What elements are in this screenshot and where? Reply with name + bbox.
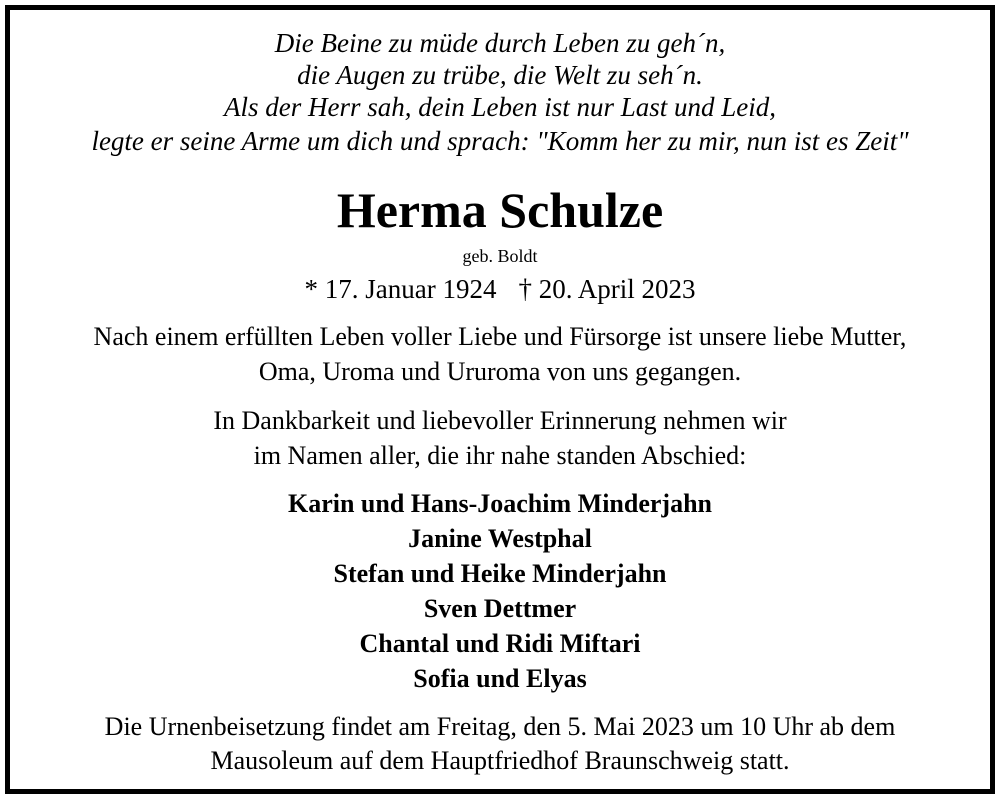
birth-date: * 17. Januar 1924 bbox=[304, 274, 497, 304]
birth-name: geb. Boldt bbox=[462, 246, 538, 266]
farewell-line-1: In Dankbarkeit und liebevoller Erinnerung nehmen wir bbox=[213, 406, 787, 435]
mourner-name: Karin und Hans-Joachim Minderjahn bbox=[287, 489, 712, 518]
poem-line-2: die Augen zu trübe, die Welt zu seh´n. bbox=[297, 60, 703, 90]
farewell-line-2: im Namen aller, die ihr nahe standen Abschied: bbox=[253, 441, 747, 470]
death-date: † 20. April 2023 bbox=[518, 274, 696, 304]
mourner-name: Sven Dettmer bbox=[423, 594, 577, 623]
ceremony-line-2: Mausoleum auf dem Hauptfriedhof Braunschweig statt. bbox=[210, 746, 790, 775]
mourner-name: Janine Westphal bbox=[408, 524, 592, 553]
poem-line-1: Die Beine zu müde durch Leben zu geh´n, bbox=[274, 28, 726, 58]
message-line-2: Oma, Uroma und Ururoma von uns gegangen. bbox=[258, 357, 742, 386]
life-dates bbox=[0, 274, 1000, 304]
mourner-name: Chantal und Ridi Miftari bbox=[359, 629, 641, 658]
mourner-name: Sofia und Elyas bbox=[413, 664, 587, 693]
deceased-name: Herma Schulze bbox=[336, 182, 664, 238]
ceremony-line-1: Die Urnenbeisetzung findet am Freitag, den 5. Mai 2023 um 10 Uhr ab dem bbox=[104, 712, 896, 741]
mourner-name: Stefan und Heike Minderjahn bbox=[333, 559, 667, 588]
message-line-1: Nach einem erfüllten Leben voller Liebe und Fürsorge ist unsere liebe Mutter, bbox=[93, 322, 907, 351]
poem-line-4: legte er seine Arme um dich und sprach: "Komm her zu mir, nun ist es Zeit" bbox=[91, 126, 909, 156]
poem-line-3: Als der Herr sah, dein Leben ist nur Last und Leid, bbox=[223, 92, 776, 122]
